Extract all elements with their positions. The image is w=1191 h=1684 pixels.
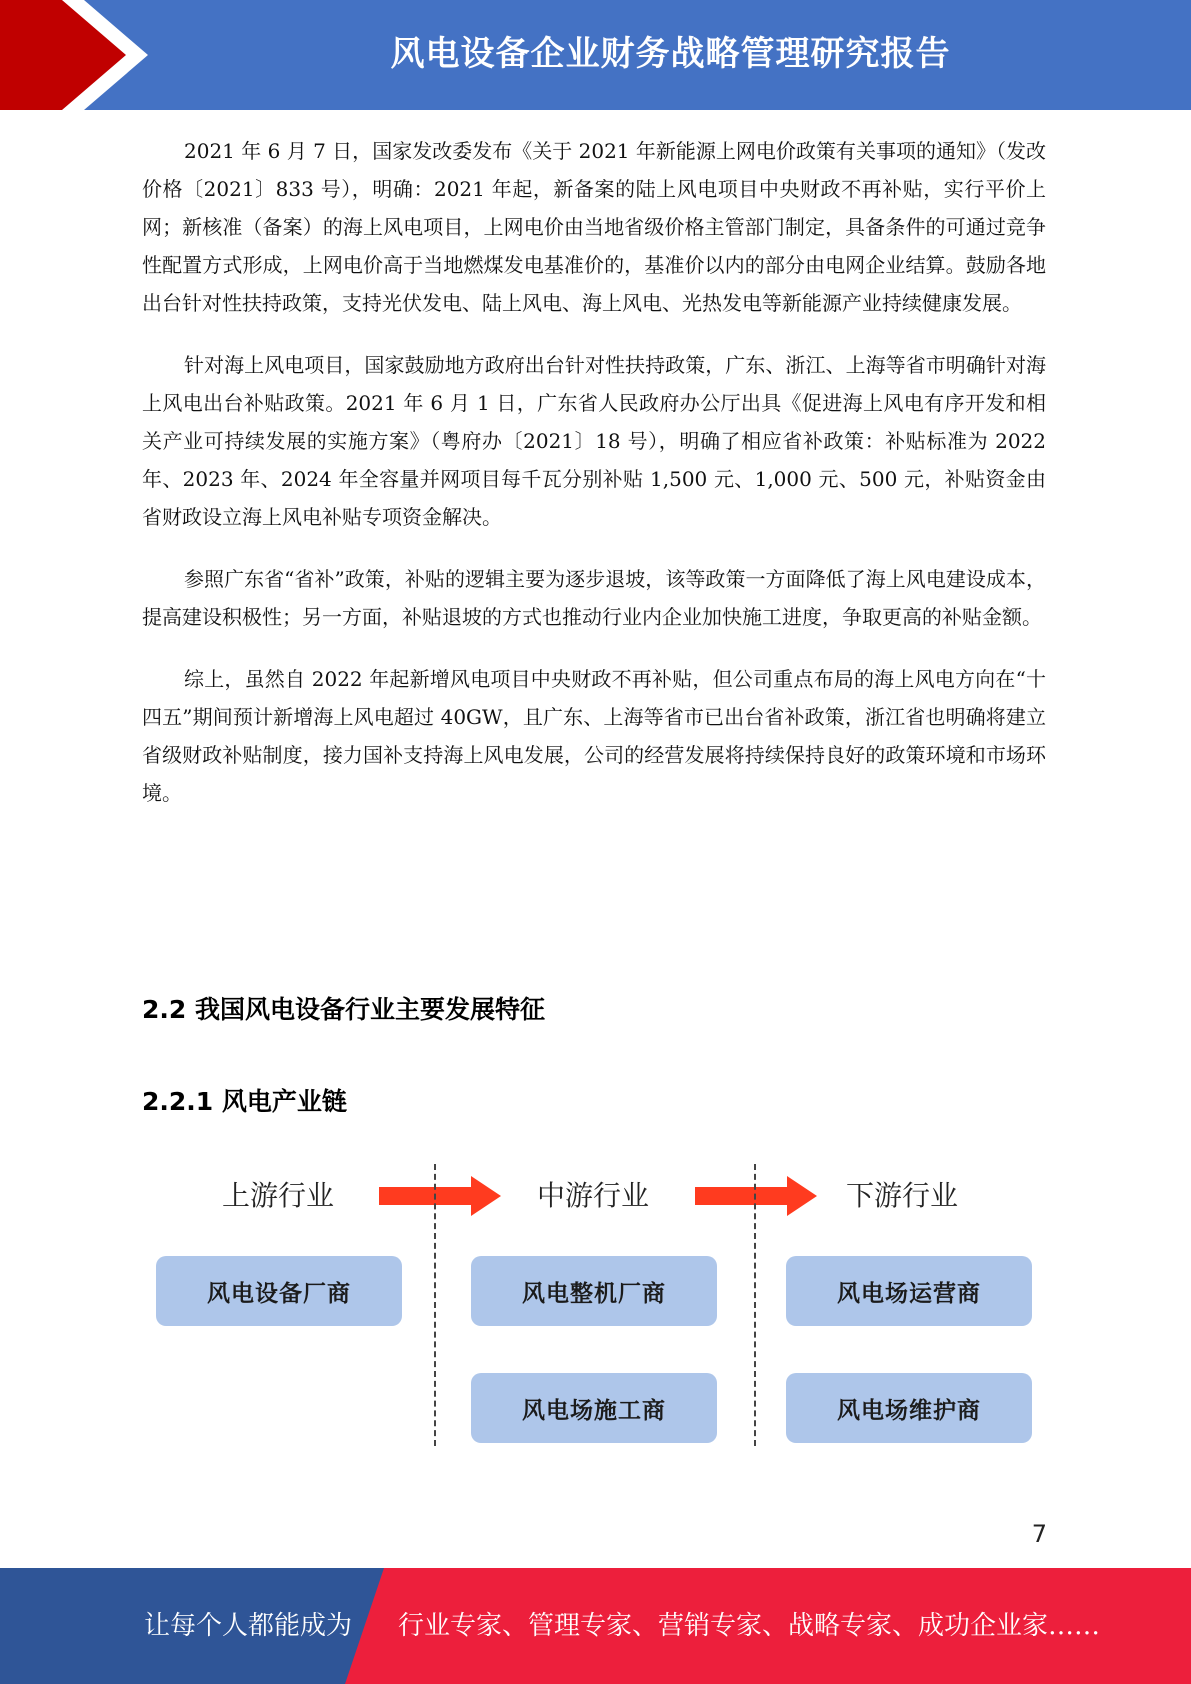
- paragraph-2: 针对海上风电项目，国家鼓励地方政府出台针对性扶持政策，广东、浙江、上海等省市明确针对海上风电出台补贴政策。2021 年 6 月 1 日，广东省人民政府办公厅出具《促进海上风电有序开发和相关产业可持续发展的实施方案》（粤府办〔2021〕18 号），明确了相应省补政策：补贴标准为 2022 年、2023 年、2024 年全容量并网项目每千瓦分别补贴 1,500 元、1,000 元、500 元，补贴资金由省财政设立海上风电补贴专项资金解决。: [142, 353, 1046, 529]
- page-number: 7: [1031, 1520, 1047, 1548]
- upstream-label: 上游行业: [221, 1179, 334, 1212]
- downstream-box: 风电场维护商: [786, 1373, 1032, 1443]
- paragraph-1: 2021 年 6 月 7 日，国家发改委发布《关于 2021 年新能源上网电价政策有关事项的通知》（发改价格〔2021〕833 号），明确：2021 年起，新备案的陆上风电项目中央财政不再补贴，实行平价上网；新核准（备案）的海上风电项目，上网电价由当地省级价格主管部门制定，具备条件的可通过竞争性配置方式形成，上网电价高于当地燃煤发电基准价的，基准价以内的部分由电网企业结算。鼓励各地出台针对性扶持政策，支持光伏发电、陆上风电、海上风电、光热发电等新能源产业持续健康发展。: [142, 139, 1046, 315]
- upstream-box: 风电设备厂商: [156, 1256, 402, 1326]
- footer-slogan-left: 让每个人都能成为: [144, 1611, 353, 1641]
- paragraph-4: 综上，虽然自 2022 年起新增风电项目中央财政不再补贴，但公司重点布局的海上风电方向在“十四五”期间预计新增海上风电超过 40GW，且广东、上海等省市已出台省补政策，浙江省也明确将建立省级财政补贴制度，接力国补支持海上风电发展，公司的经营发展将持续保持良好的政策环境和市场环境。: [142, 667, 1046, 805]
- divider-dashed-line: [434, 1164, 436, 1446]
- section-heading: 2.2 我国风电设备行业主要发展特征: [142, 995, 545, 1024]
- downstream-box: 风电场运营商: [786, 1256, 1032, 1326]
- paragraph-3: 参照广东省“省补”政策，补贴的逻辑主要为逐步退坡，该等政策一方面降低了海上风电建设成本，提高建设积极性；另一方面，补贴退坡的方式也推动行业内企业加快施工进度，争取更高的补贴金额。: [142, 567, 1046, 629]
- footer-slogan-right: 行业专家、管理专家、营销专家、战略专家、成功企业家……: [398, 1611, 1101, 1641]
- subsection-heading: 2.2.1 风电产业链: [142, 1087, 347, 1116]
- midstream-label: 中游行业: [536, 1179, 649, 1212]
- page-header: [0, 0, 1191, 110]
- report-title: 风电设备企业财务战略管理研究报告: [390, 34, 951, 74]
- arrow-right-icon: [379, 1176, 501, 1216]
- arrow-right-icon: [695, 1176, 817, 1216]
- page-footer: [0, 1568, 1191, 1684]
- midstream-box: 风电场施工商: [471, 1373, 717, 1443]
- downstream-label: 下游行业: [845, 1179, 958, 1212]
- divider-dashed-line: [754, 1164, 756, 1446]
- body-text: [142, 132, 1046, 836]
- midstream-box: 风电整机厂商: [471, 1256, 717, 1326]
